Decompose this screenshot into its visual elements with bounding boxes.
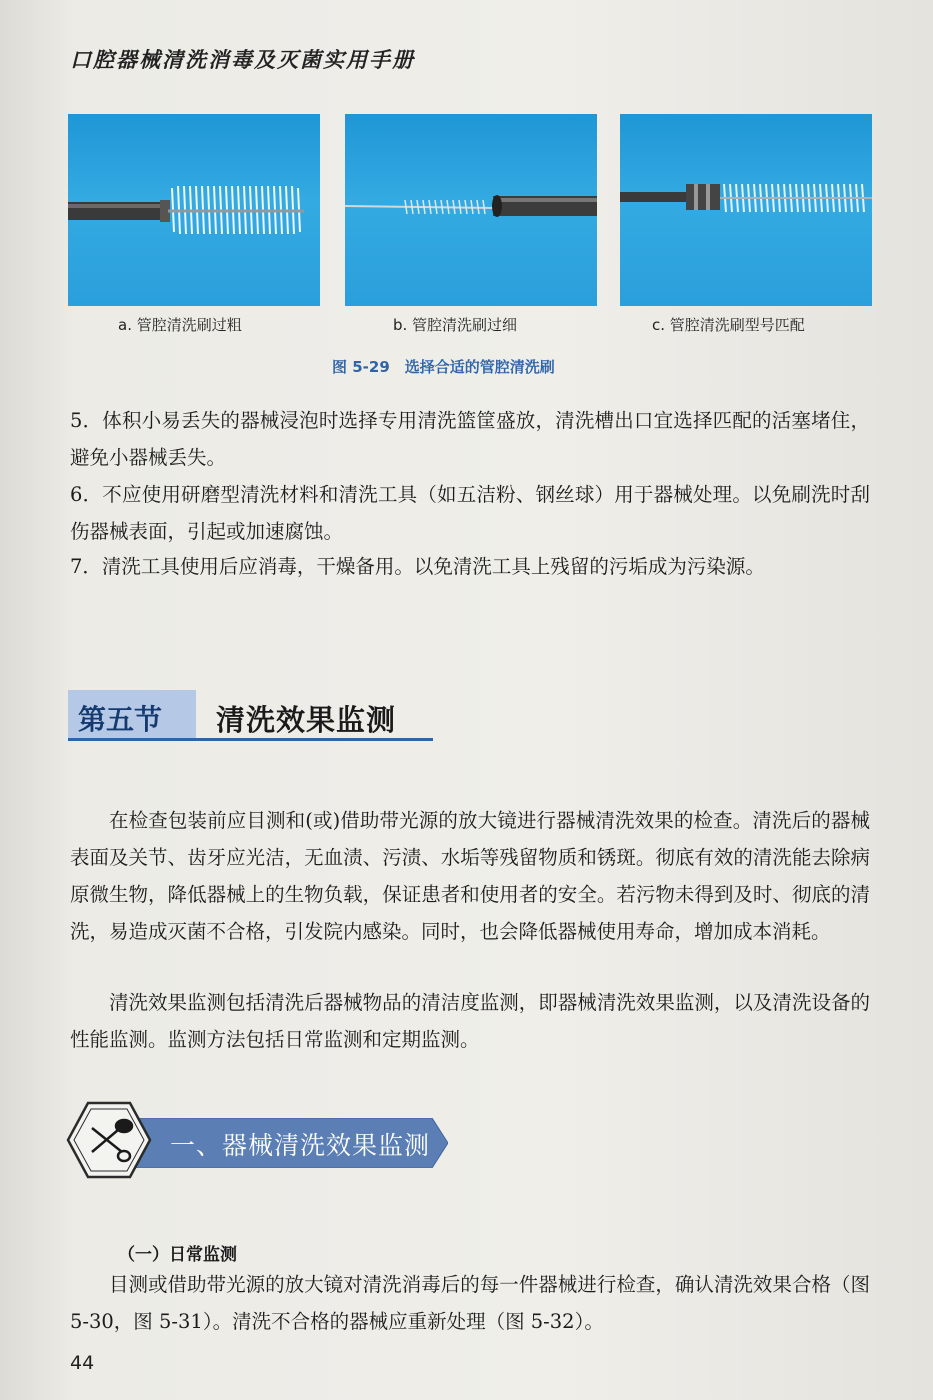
photo-brush-too-thick xyxy=(68,114,320,306)
list-item-6: 6．不应使用研磨型清洗材料和清洗工具（如五洁粉、钢丝球）用于器械处理。以免刷洗时刮伤器械表面，引起或加速腐蚀。 xyxy=(70,483,870,543)
figure-caption-c: c. 管腔清洗刷型号匹配 xyxy=(652,316,805,334)
figure-title: 图 5-29 选择合适的管腔清洗刷 xyxy=(332,358,555,376)
body-paragraph-1: 在检查包装前应目测和(或)借助带光源的放大镜进行器械清洗效果的检查。清洗后的器械表面及关节、齿牙应光洁，无血渍、污渍、水垢等残留物质和锈斑。彻底有效的清洗能去除病原微生物，降低器械上的生物负载，保证患者和使用者的安全。若污物未得到及时、彻底的清洗，易造成灭菌不合格，引发院内感染。同时，也会降低器械使用寿命，增加成本消耗。 xyxy=(70,809,870,943)
list-item-7: 7．清洗工具使用后应消毒，干燥备用。以免清洗工具上残留的污垢成为污染源。 xyxy=(70,555,765,578)
running-header: 口腔器械清洗消毒及灭菌实用手册 xyxy=(70,47,415,72)
scissors-hexagon-icon xyxy=(66,1100,152,1180)
subsection-title: 一、器械清洗效果监测 xyxy=(170,1131,431,1160)
section-number: 第五节 xyxy=(78,703,163,736)
section-number-box xyxy=(68,690,196,740)
section-underline xyxy=(68,738,433,741)
page-number: 44 xyxy=(70,1352,95,1374)
figure-caption-a: a. 管腔清洗刷过粗 xyxy=(118,316,242,334)
section-heading xyxy=(68,690,433,740)
body-paragraph-2: 清洗效果监测包括清洗后器械物品的清洁度监测，即器械清洗效果监测，以及清洗设备的性能监测。监测方法包括日常监测和定期监测。 xyxy=(70,991,870,1051)
photo-brush-too-thin xyxy=(345,114,597,306)
subsubsection-paragraph: 目测或借助带光源的放大镜对清洗消毒后的每一件器械进行检查，确认清洗效果合格（图 5-30，图 5-31）。清洗不合格的器械应重新处理（图 5-32）。 xyxy=(70,1273,870,1333)
figure-caption-b: b. 管腔清洗刷过细 xyxy=(393,316,518,334)
section-title: 清洗效果监测 xyxy=(216,703,397,737)
photo-brush-matched xyxy=(620,114,872,306)
subsubsection-title: （一）日常监测 xyxy=(118,1245,237,1265)
list-item-5: 5．体积小易丢失的器械浸泡时选择专用清洗篮筐盛放，清洗槽出口宜选择匹配的活塞堵住，避免小器械丢失。 xyxy=(70,409,870,469)
